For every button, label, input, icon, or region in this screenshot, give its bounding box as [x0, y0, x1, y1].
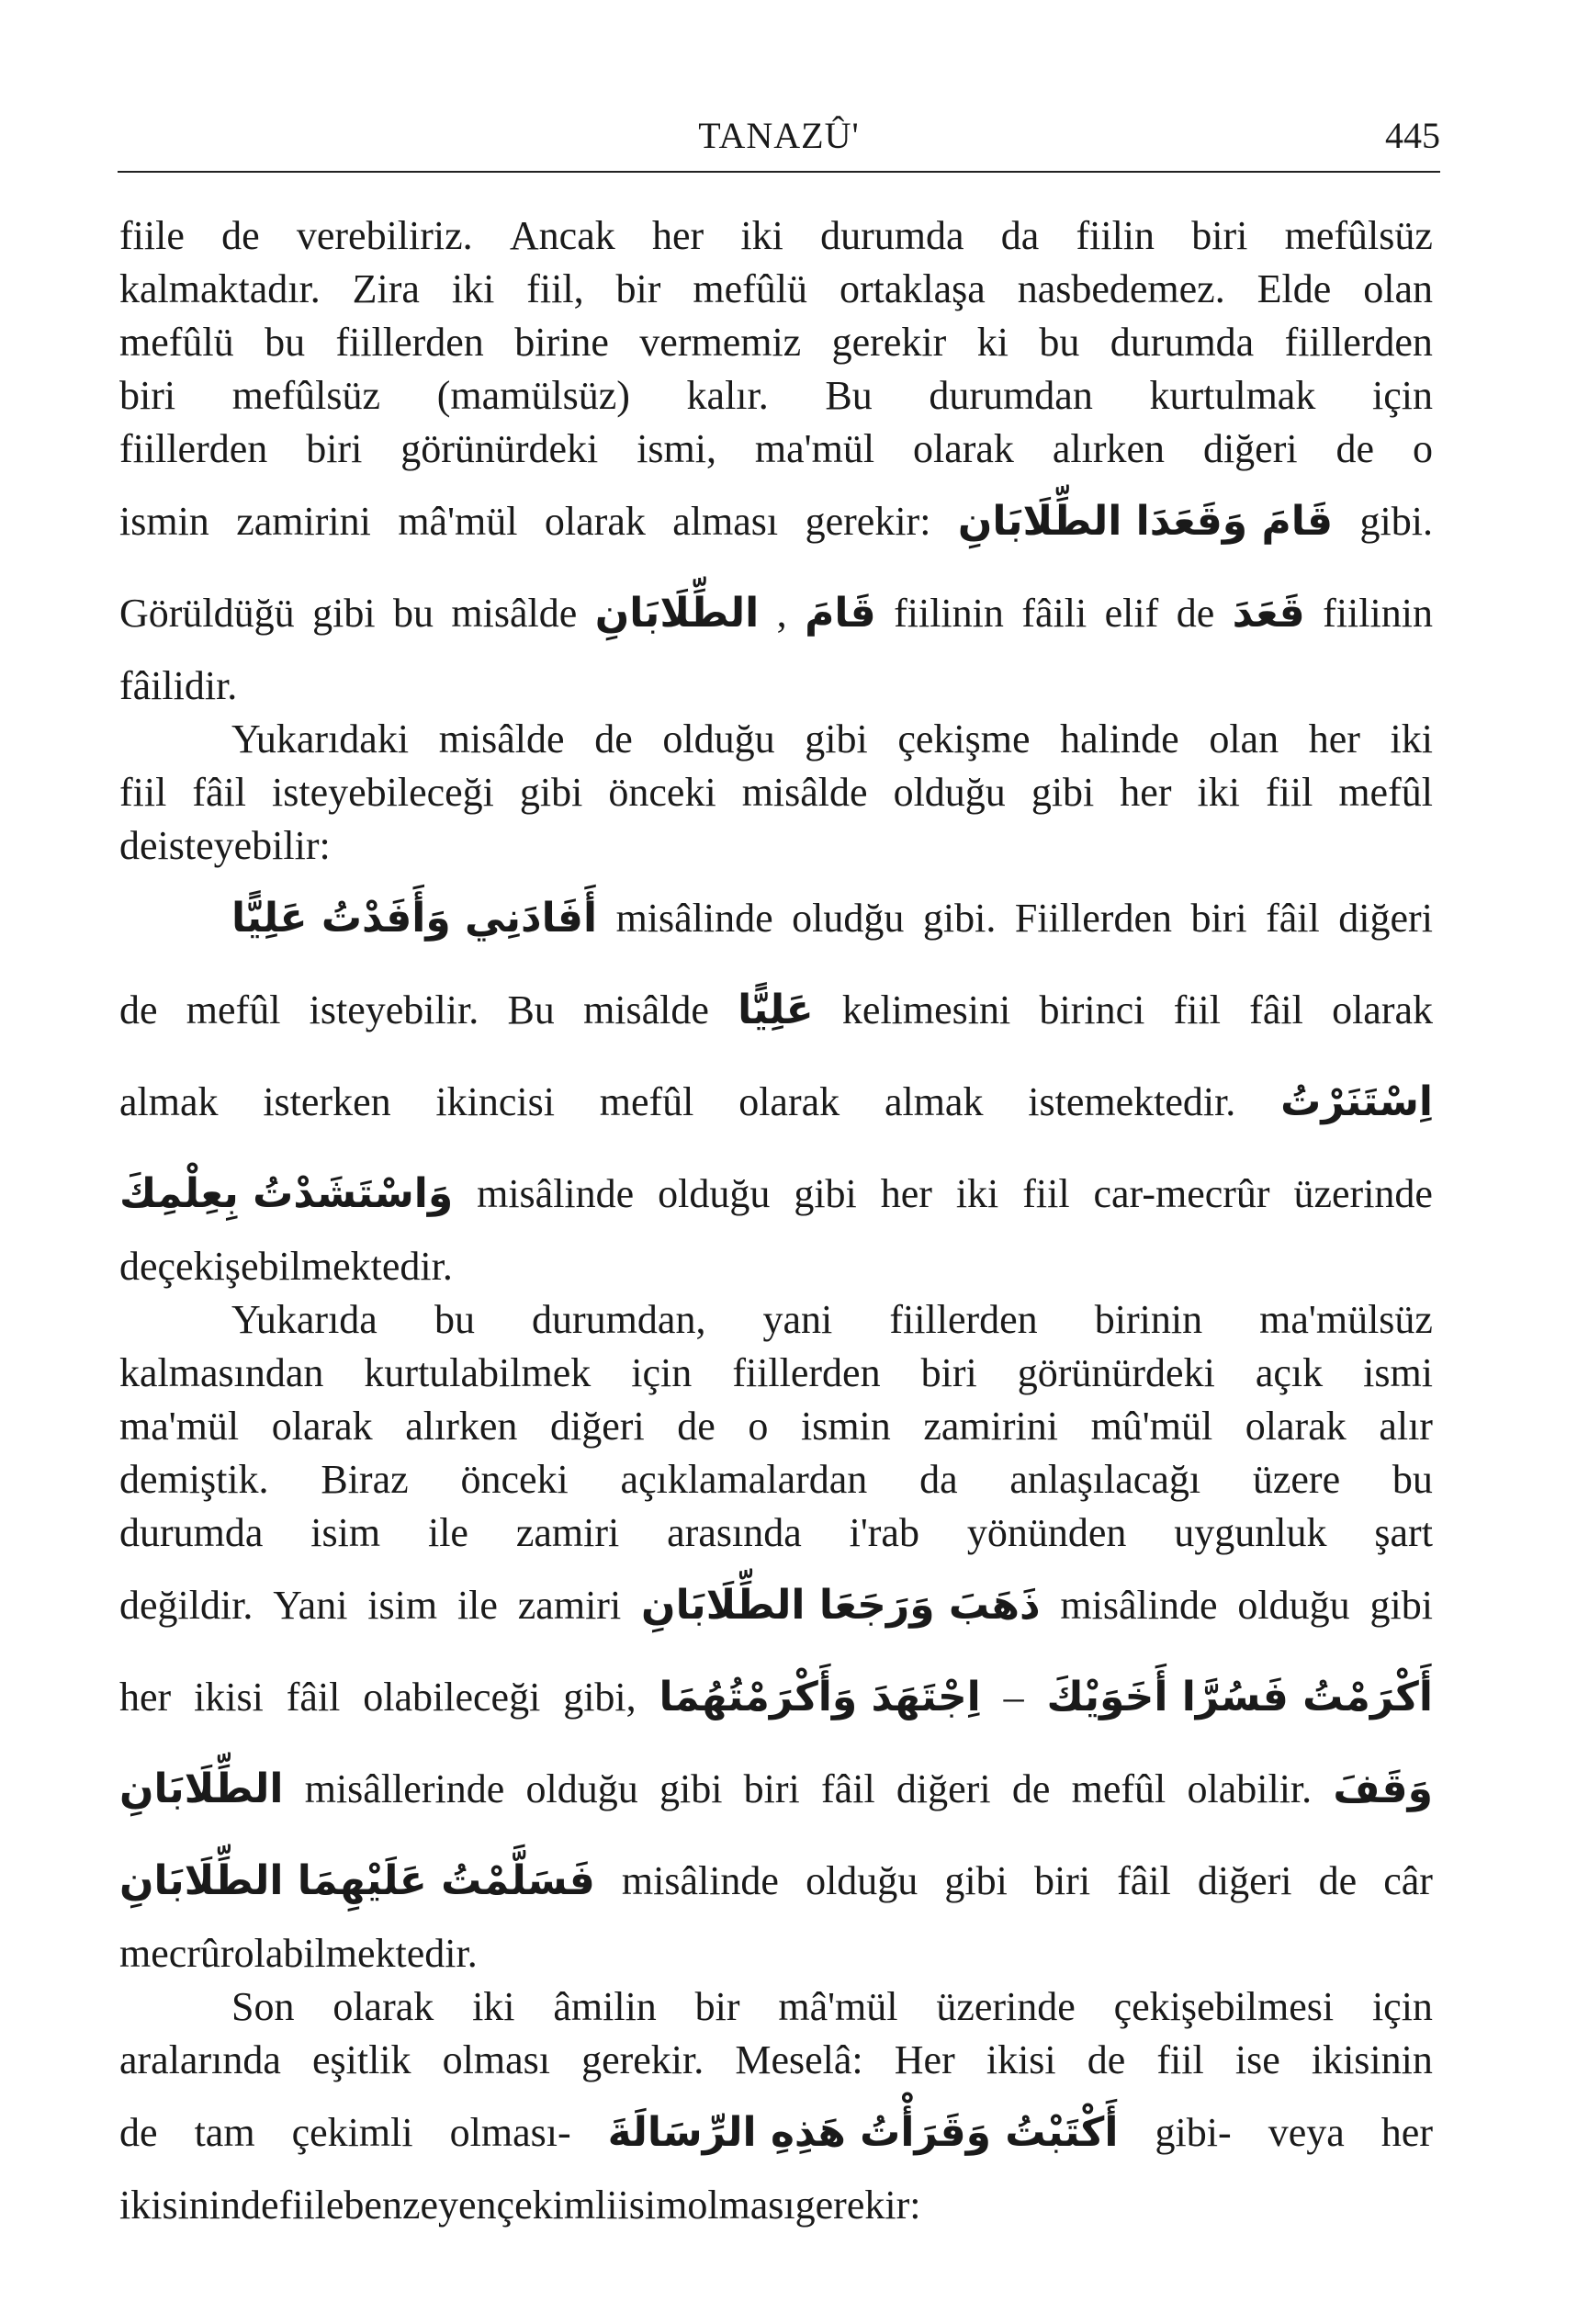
- word: zamirini: [923, 1404, 1058, 1449]
- word: almak: [884, 1079, 984, 1124]
- word: durumdan,: [532, 1297, 706, 1342]
- arabic-example: فَسَلَّمْتُ عَلَيْهِمَا الطِّلَابَانِ: [119, 1857, 595, 1904]
- word: misâlde: [583, 987, 709, 1032]
- word: fâil: [1249, 987, 1303, 1032]
- word: iki: [1197, 770, 1240, 815]
- arabic-example: ذَهَبَ وَرَجَعَا الطِّلَابَانِ: [641, 1582, 1041, 1629]
- word: gibi: [659, 1766, 723, 1811]
- word: câr: [1383, 1858, 1433, 1903]
- word: önceki: [608, 770, 716, 815]
- word: gibi.: [1359, 499, 1433, 544]
- word: Biraz: [321, 1457, 409, 1502]
- paragraph: [119, 713, 1433, 1293]
- word: ise: [1234, 2037, 1280, 2082]
- word: gibi: [805, 716, 868, 762]
- word: ismi,: [637, 426, 716, 471]
- word: demiştik.: [119, 1457, 269, 1502]
- text-line: [119, 1347, 1433, 1400]
- text-line: [119, 1056, 1433, 1148]
- paragraph: [119, 1980, 1433, 2232]
- word: car-mecrûr: [1093, 1171, 1270, 1216]
- word: diğeri: [1197, 1858, 1292, 1903]
- text-line: [119, 568, 1433, 660]
- text-line: [119, 2034, 1433, 2087]
- word: olabileceği: [363, 1675, 541, 1720]
- word: gerekir.: [581, 2037, 704, 2082]
- word: bu: [1392, 1457, 1433, 1502]
- word: mû'mül: [1090, 1404, 1213, 1449]
- word: da: [1000, 213, 1040, 258]
- page-number: 445: [1385, 115, 1440, 156]
- word: birinci: [1039, 987, 1145, 1032]
- text-line: [119, 476, 1433, 568]
- word: görünürdeki: [400, 426, 599, 471]
- word: Yani: [273, 1583, 348, 1628]
- word: biri: [1033, 1858, 1091, 1903]
- word: alması: [672, 499, 779, 544]
- word: fiil,: [526, 266, 584, 311]
- word: ikisi: [986, 2037, 1056, 2082]
- word: fâil: [192, 770, 246, 815]
- word: veya: [1268, 2110, 1345, 2155]
- word: misâlde: [741, 770, 868, 815]
- word: için: [631, 1350, 693, 1395]
- word: ikisinin: [1311, 2037, 1433, 2082]
- word: kelimesini: [841, 987, 1011, 1032]
- word: durumdan: [929, 373, 1093, 418]
- word: mefûl: [599, 1079, 694, 1124]
- word: çekişebilmesi: [1113, 1984, 1335, 2029]
- word: mefûlü: [693, 266, 808, 311]
- word: istemektedir.: [1028, 1079, 1236, 1124]
- word: gerekir:: [794, 2183, 921, 2228]
- word: mefûlsüz: [231, 373, 381, 418]
- word: Yukarıdaki: [231, 716, 410, 762]
- arabic-example: أَكْرَمْتُ فَسُرَّا أَخَوَيْكَ: [1046, 1674, 1433, 1720]
- word: fiillerden: [889, 1297, 1038, 1342]
- word: vermemiz: [639, 320, 802, 365]
- text-line: [119, 369, 1433, 423]
- word: alırken: [405, 1404, 518, 1449]
- word: aralarında: [119, 2037, 281, 2082]
- word: iki: [451, 266, 495, 311]
- word: halinde: [1060, 716, 1179, 762]
- word: de: [1176, 591, 1215, 636]
- word: –: [1003, 1675, 1024, 1720]
- text-line: [119, 2087, 1433, 2179]
- word: durumda: [820, 213, 964, 258]
- word: Fiillerden: [1014, 896, 1172, 941]
- text-line: [119, 1148, 1433, 1240]
- word: bu: [434, 1297, 475, 1342]
- word: biri: [920, 1350, 977, 1395]
- word: elif: [1104, 591, 1159, 636]
- word: bu: [1039, 320, 1080, 365]
- word: olarak: [1245, 1404, 1347, 1449]
- word: olan: [1363, 266, 1433, 311]
- word: olması: [687, 2183, 795, 2228]
- word: mâ'mül: [778, 1984, 898, 2029]
- word: olduğu: [1237, 1583, 1350, 1628]
- word: her: [119, 1675, 172, 1720]
- word: ma'mül: [754, 426, 875, 471]
- word: kalır.: [686, 373, 769, 418]
- word: kurtulabilmek: [364, 1350, 592, 1395]
- text-line: [119, 209, 1433, 263]
- word: zamiri: [515, 1510, 620, 1555]
- word: fiilinin: [1323, 591, 1433, 636]
- word: de: [1087, 2037, 1126, 2082]
- word: olduğu: [662, 716, 775, 762]
- word: ikincisi: [435, 1079, 555, 1124]
- word: o: [748, 1404, 769, 1449]
- word: misâlde: [451, 591, 578, 636]
- text-line: [119, 713, 1433, 766]
- word: verebiliriz.: [296, 213, 473, 258]
- word: Zira: [352, 266, 420, 311]
- text-line: [119, 1835, 1433, 1927]
- word: üzere: [1252, 1457, 1341, 1502]
- word: fâilidir.: [119, 663, 238, 708]
- word: kalmaktadır.: [119, 266, 321, 311]
- word: tam: [194, 2110, 255, 2155]
- word: isteyebilir.: [309, 987, 479, 1032]
- paragraph: [119, 209, 1433, 713]
- text-line: [119, 1927, 1433, 1980]
- word: de: [594, 716, 633, 762]
- word: fiil: [1173, 987, 1221, 1032]
- word: iki: [955, 1171, 999, 1216]
- word: iki: [740, 213, 783, 258]
- arabic-example: وَاسْتَشَدْتُ بِعِلْمِكَ: [119, 1170, 454, 1217]
- word: diğeri: [550, 1404, 645, 1449]
- word: ismin: [800, 1404, 891, 1449]
- word: oludğu: [792, 896, 905, 941]
- word: olduğu: [893, 770, 1006, 815]
- text-line: [119, 1453, 1433, 1506]
- word: gibi: [794, 1171, 857, 1216]
- word: âmilin: [553, 1984, 657, 2029]
- word: çekimli: [496, 2183, 618, 2228]
- body-text: [119, 209, 1433, 2232]
- word: olması: [442, 2037, 550, 2082]
- word: fiillerden: [119, 426, 268, 471]
- word: Her: [894, 2037, 955, 2082]
- word: için: [1372, 373, 1433, 418]
- word: mefûlsüz: [1284, 213, 1433, 258]
- word: ismi: [1363, 1350, 1433, 1395]
- word: bu: [265, 320, 306, 365]
- word: biri: [119, 373, 176, 418]
- word: fiil: [119, 770, 167, 815]
- word: önceki: [460, 1457, 569, 1502]
- word: de: [1318, 1858, 1358, 1903]
- arabic-example: اِجْتَهَدَ وَأَكْرَمْتُهُمَا: [659, 1674, 981, 1720]
- word: fâil: [1266, 896, 1320, 941]
- word: biri: [306, 426, 363, 471]
- word: birine: [514, 320, 609, 365]
- arabic-example: عَلِيًّا: [738, 987, 814, 1033]
- word: fiil: [1022, 1171, 1070, 1216]
- arabic-example: الطِّلَابَانِ: [119, 1766, 284, 1812]
- word: fiilin: [1076, 213, 1155, 258]
- word: olabilmektedir.: [233, 1931, 478, 1976]
- text-line: [119, 1652, 1433, 1743]
- word: ma'mülsüz: [1259, 1297, 1433, 1342]
- word: misâlinde: [477, 1171, 635, 1216]
- word: eşitlik: [311, 2037, 411, 2082]
- word: açıklamalardan: [620, 1457, 868, 1502]
- word: de: [221, 213, 260, 258]
- word: gibi.: [922, 896, 997, 941]
- arabic-example: اِسْتَنَرْتُ: [1280, 1078, 1433, 1125]
- word: isim: [310, 1510, 381, 1555]
- word: fiillerden: [335, 320, 484, 365]
- text-line: [119, 2179, 1433, 2232]
- word: ile: [427, 1510, 468, 1555]
- word: Ancak: [509, 213, 615, 258]
- word: olan: [1209, 716, 1279, 762]
- word: Yukarıda: [231, 1297, 378, 1342]
- word: olduğu: [806, 1858, 918, 1903]
- word: ikisinin: [119, 2183, 242, 2228]
- word: olarak: [544, 499, 646, 544]
- word: her: [880, 1171, 932, 1216]
- word: biri: [743, 1766, 800, 1811]
- word: olarak: [1332, 987, 1433, 1032]
- word: fâil: [1117, 1858, 1171, 1903]
- word: üzerinde: [936, 1984, 1076, 2029]
- word: olabilir.: [1187, 1766, 1313, 1811]
- word: gerekir: [831, 320, 947, 365]
- word: ,: [776, 591, 787, 636]
- text-line: [119, 1743, 1433, 1835]
- word: benzeyen: [344, 2183, 497, 2228]
- word: isterken: [263, 1079, 391, 1124]
- arabic-example: أَفَادَنِي وَأَفَدْتُ عَلِيًّا: [231, 895, 598, 942]
- word: isteyebilir:: [157, 823, 331, 868]
- word: fâil: [286, 1675, 341, 1720]
- word: gibi: [312, 591, 376, 636]
- text-line: [119, 819, 1433, 873]
- word: fâil: [821, 1766, 875, 1811]
- word: mâ'mül: [398, 499, 518, 544]
- word: fiil: [1156, 2037, 1204, 2082]
- word: ile: [456, 1583, 498, 1628]
- word: diğeri: [1202, 426, 1298, 471]
- word: misâlde: [438, 716, 565, 762]
- text-line: [119, 660, 1433, 713]
- word: gibi: [1031, 770, 1095, 815]
- word: isim: [617, 2183, 688, 2228]
- word: ma'mül: [119, 1404, 240, 1449]
- word: durumda: [1110, 320, 1255, 365]
- word: Görüldüğü: [119, 591, 295, 636]
- word: mefûl: [1071, 1766, 1166, 1811]
- word: üzerinde: [1293, 1171, 1433, 1216]
- word: uygunluk: [1174, 1510, 1327, 1555]
- word: görünürdeki: [1017, 1350, 1215, 1395]
- text-line: [119, 263, 1433, 316]
- word: olması-: [449, 2110, 571, 2155]
- word: de: [119, 987, 158, 1032]
- text-line: [119, 316, 1433, 369]
- word: biri: [1190, 896, 1247, 941]
- word: ki: [976, 320, 1009, 365]
- word: kalmasından: [119, 1350, 324, 1395]
- word: fâili: [1021, 591, 1088, 636]
- word: o: [1412, 426, 1433, 471]
- text-line: [119, 423, 1433, 476]
- word: anlaşılacağı: [1009, 1457, 1201, 1502]
- arabic-example: قَامَ وَقَعَدَا الطِّلَابَانِ: [957, 498, 1334, 545]
- word: açık: [1255, 1350, 1324, 1395]
- word: isim: [367, 1583, 438, 1628]
- word: kurtulmak: [1149, 373, 1316, 418]
- word: de: [1011, 1766, 1051, 1811]
- word: değildir.: [119, 1583, 254, 1628]
- word: her: [1120, 770, 1172, 815]
- text-line: [119, 1240, 1433, 1293]
- word: ikisi: [194, 1675, 264, 1720]
- word: nasbedemez.: [1017, 266, 1225, 311]
- arabic-example: الطِّلَابَانِ: [594, 590, 760, 637]
- word: zamiri: [517, 1583, 622, 1628]
- word: fiil: [1265, 770, 1313, 815]
- text-line: [119, 1400, 1433, 1453]
- word: gibi: [944, 1858, 1008, 1903]
- page-header: [118, 110, 1440, 173]
- word: misâlinde: [1060, 1583, 1218, 1628]
- word: arasında: [667, 1510, 802, 1555]
- word: de: [241, 2183, 279, 2228]
- arabic-example: قَعَدَ: [1232, 590, 1305, 637]
- word: Son: [231, 1984, 295, 2029]
- word: de: [119, 2110, 158, 2155]
- word: Elde: [1257, 266, 1332, 311]
- word: çekimli: [291, 2110, 413, 2155]
- word: fiillerden: [1284, 320, 1433, 365]
- word: olarak: [738, 1079, 840, 1124]
- word: da: [919, 1457, 958, 1502]
- word: yani: [762, 1297, 833, 1342]
- word: alır: [1379, 1404, 1433, 1449]
- word: gibi-: [1155, 2110, 1232, 2155]
- word: her: [1308, 716, 1360, 762]
- word: olarak: [271, 1404, 373, 1449]
- word: alırken: [1052, 426, 1166, 471]
- word: gibi,: [563, 1675, 637, 1720]
- word: ismin: [119, 499, 209, 544]
- word: de: [119, 1244, 158, 1289]
- text-line: [119, 1506, 1433, 1560]
- paragraph: [119, 1293, 1433, 1980]
- word: her: [651, 213, 704, 258]
- word: gerekir:: [805, 499, 931, 544]
- word: de: [1335, 426, 1375, 471]
- word: mefûl: [1338, 770, 1433, 815]
- word: olarak: [912, 426, 1014, 471]
- word: gibi: [1369, 1583, 1433, 1628]
- word: durumda: [119, 1510, 264, 1555]
- word: de: [677, 1404, 716, 1449]
- word: olduğu: [525, 1766, 638, 1811]
- word: Bu: [507, 987, 555, 1032]
- word: çekişebilmektedir.: [157, 1244, 453, 1289]
- word: Meselâ:: [735, 2037, 863, 2082]
- word: olduğu: [658, 1171, 771, 1216]
- word: çekişme: [897, 716, 1031, 762]
- word: misâllerinde: [304, 1766, 505, 1811]
- word: diğeri: [1338, 896, 1433, 941]
- word: i'rab: [849, 1510, 919, 1555]
- word: diğeri: [896, 1766, 991, 1811]
- word: fiillerden: [732, 1350, 881, 1395]
- word: (mamülsüz): [436, 373, 630, 418]
- word: isteyebileceği: [272, 770, 494, 815]
- text-line: [119, 1560, 1433, 1652]
- word: iki: [472, 1984, 515, 2029]
- word: bir: [694, 1984, 740, 2029]
- word: zamirini: [236, 499, 371, 544]
- text-line: [119, 1980, 1433, 2034]
- word: almak: [119, 1079, 219, 1124]
- word: birinin: [1094, 1297, 1203, 1342]
- running-title: TANAZÛ': [698, 115, 860, 156]
- word: mecrûr: [119, 1931, 234, 1976]
- word: bir: [615, 266, 661, 311]
- word: misâlinde: [615, 896, 773, 941]
- word: fiile: [278, 2183, 344, 2228]
- word: fiilinin: [894, 591, 1004, 636]
- arabic-example: أَكْتَبْتُ وَقَرَأْتُ هَذِهِ الرِّسَالَةَ: [607, 2109, 1119, 2156]
- arabic-example: قَامَ: [805, 590, 876, 637]
- word: gibi: [519, 770, 583, 815]
- word: yönünden: [966, 1510, 1127, 1555]
- word: biri: [1191, 213, 1248, 258]
- word: iki: [1390, 716, 1433, 762]
- word: için: [1371, 1984, 1433, 2029]
- word: de: [119, 823, 158, 868]
- word: bu: [392, 591, 434, 636]
- text-line: [119, 1293, 1433, 1347]
- word: Bu: [825, 373, 873, 418]
- text-line: [119, 965, 1433, 1056]
- word: mefûlü: [119, 320, 234, 365]
- text-line: [119, 873, 1433, 965]
- word: mefûl: [186, 987, 281, 1032]
- word: olarak: [332, 1984, 434, 2029]
- word: ortaklaşa: [839, 266, 986, 311]
- text-line: [119, 766, 1433, 819]
- word: fiile: [119, 213, 185, 258]
- word: her: [1381, 2110, 1433, 2155]
- word: şart: [1374, 1510, 1433, 1555]
- arabic-example: وَقَفَ: [1333, 1766, 1433, 1812]
- word: misâlinde: [621, 1858, 779, 1903]
